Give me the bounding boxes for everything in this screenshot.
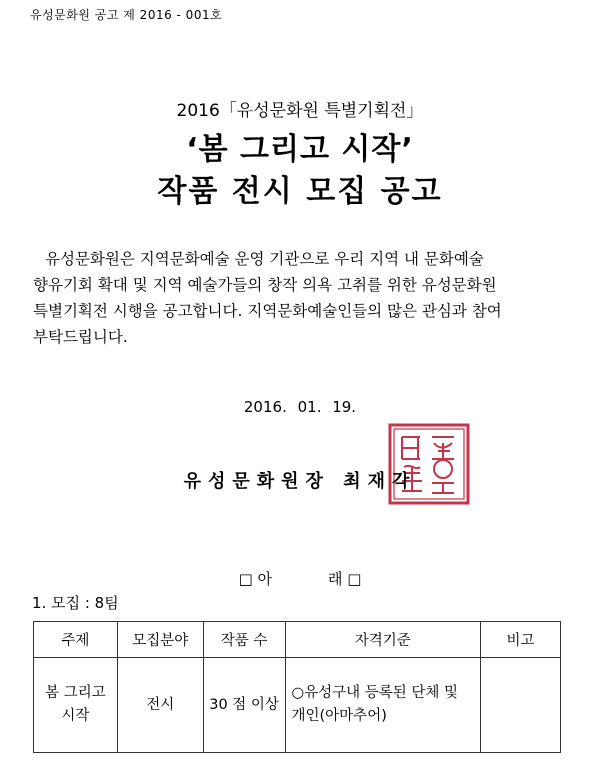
- header-count: 작품 수: [203, 622, 285, 658]
- cell-theme: [34, 658, 118, 753]
- cell-field: 전시: [117, 658, 203, 753]
- cell-note: [481, 658, 561, 753]
- exhibition-subtitle: 2016「유성문화원 특별기획전」: [176, 101, 424, 121]
- body-line: 부탁드립니다.: [33, 328, 128, 346]
- notice-date: 2016. 01. 19.: [243, 398, 357, 416]
- cell-qual-line2: 개인(아마추어): [291, 708, 387, 724]
- cell-theme-line1: 봄 그리고: [45, 685, 106, 701]
- main-title: ‘봄 그리고 시작’: [186, 132, 414, 167]
- header-field: 모집분야: [117, 622, 203, 658]
- body-line: 향유기회 확대 및 지역 예술가들의 창작 의욕 고취를 위한 유성문화원: [33, 276, 497, 294]
- cell-count: 30 점 이상: [203, 658, 285, 753]
- cell-qual-line1: ○유성구내 등록된 단체 및: [291, 685, 459, 701]
- director-signature: 유성문화원장 최재각: [183, 471, 417, 492]
- recruit-count: 1. 모집 : 8팀: [32, 594, 119, 612]
- body-line: 유성문화원은 지역문화예술 운영 기관으로 우리 지역 내 문화예술: [45, 250, 484, 268]
- cell-qualification: [285, 658, 481, 753]
- header-qualification: 자격기준: [285, 622, 481, 658]
- notice-title: 작품 전시 모집 공고: [157, 174, 443, 209]
- details-heading-right: 래 □: [328, 570, 362, 588]
- document-number: 유성문화원 공고 제 2016 - 001호: [30, 8, 223, 22]
- body-line: 특별기획전 시행을 공고합니다. 지역문화예술인들의 많은 관심과 참여: [33, 302, 502, 320]
- table-row: [34, 658, 561, 753]
- announcement-body: [33, 246, 563, 350]
- cell-theme-line2: 시작: [61, 708, 90, 724]
- details-heading: [0, 568, 600, 589]
- details-heading-left: □ 아: [238, 570, 272, 588]
- header-theme: 주제: [34, 622, 118, 658]
- recruitment-table: [33, 621, 561, 753]
- header-note: 비고: [481, 622, 561, 658]
- table-header-row: [34, 622, 561, 658]
